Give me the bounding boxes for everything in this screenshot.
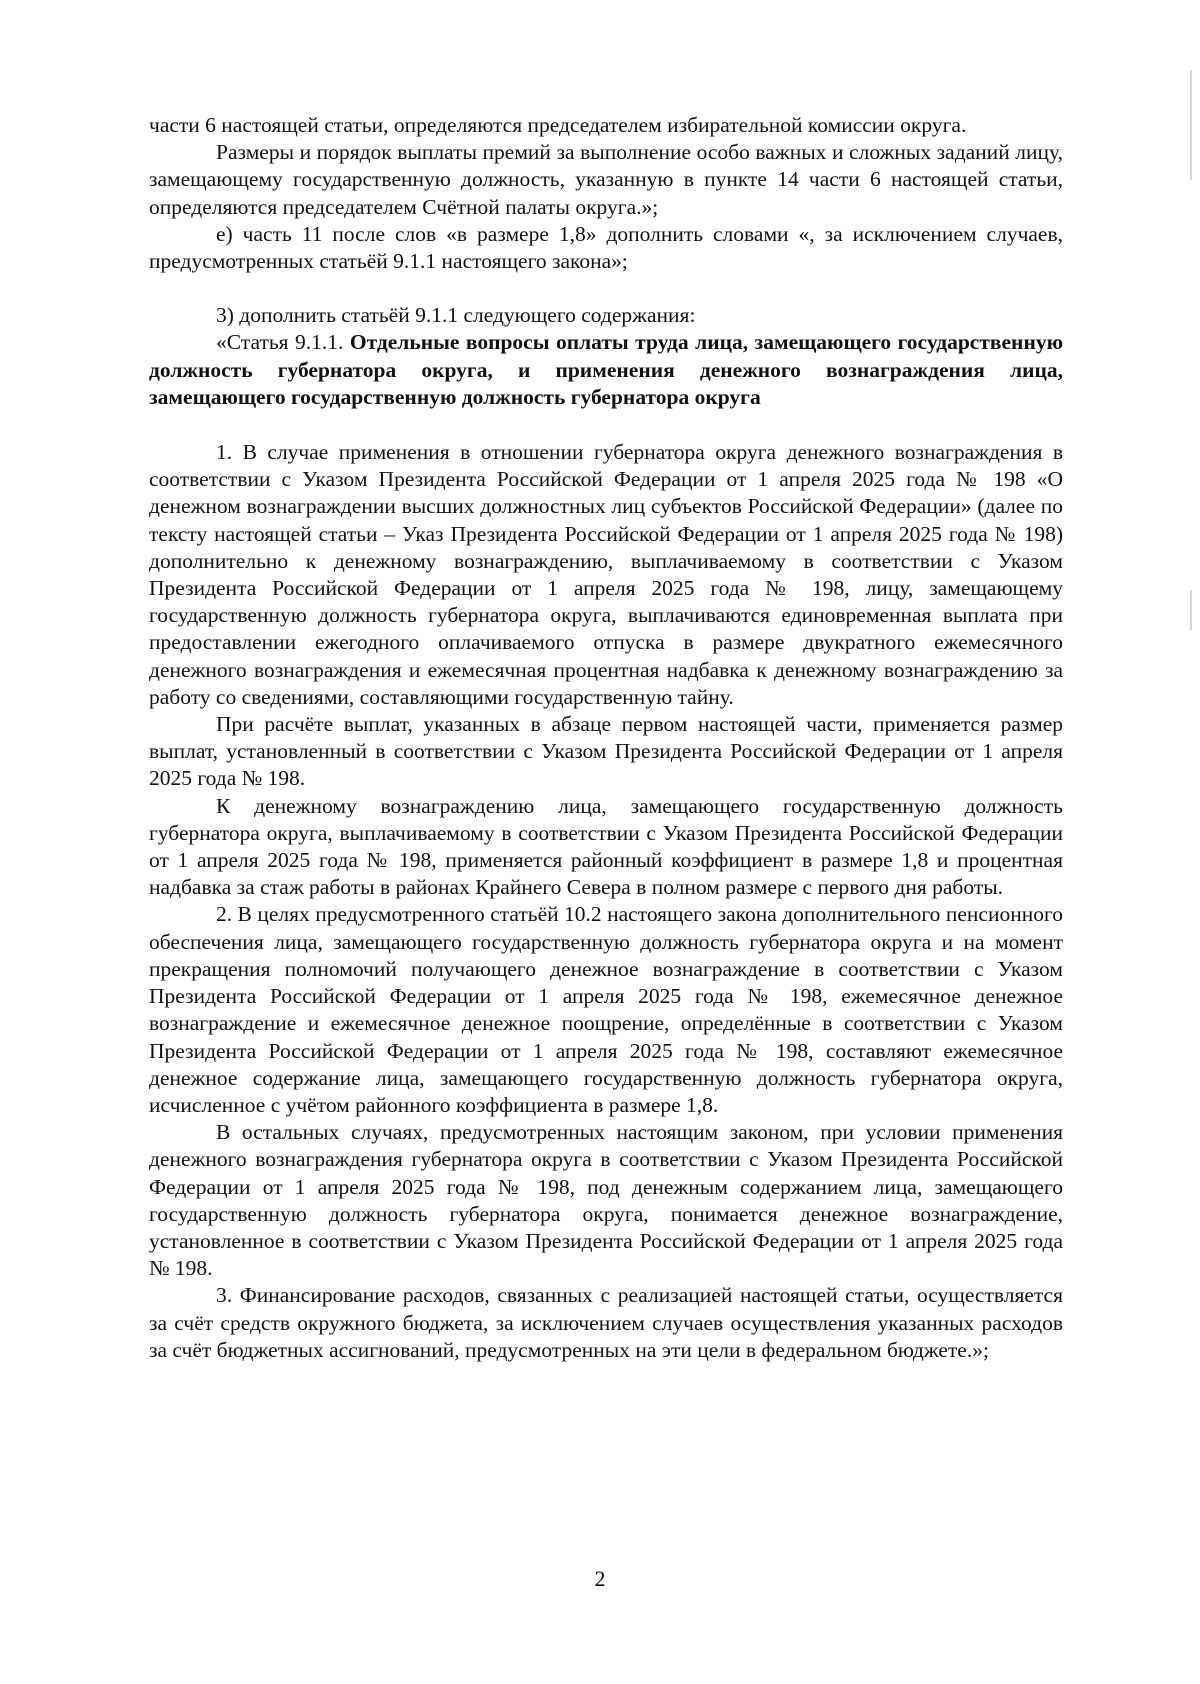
scan-artifact: [1190, 590, 1192, 630]
paragraph-item-3: 3) дополнить статьёй 9.1.1 следующего содержания:: [216, 303, 696, 328]
article-heading-title: Отдельные вопросы оплаты труда лица, замещающего государственную должность губернатора округа, и применения денежного вознаграждения лица, замещающего государственную должность губернатора округа: [149, 330, 1064, 409]
article-part-1: 1. В случае применения в отношении губернатора округа денежного вознаграждения в соответствии с Указом Президента Российской Федерации от 1 апреля 2025 года № 198 «О денежном вознаграждении высших должностных лиц субъектов Российской Федерации» (далее по тексту настоящей статьи – Указ Президента Российской Федерации от 1 апреля 2025 года № 198) дополнительно к денежному вознаграждению, выплачиваемому в соответствии с Указом Президента Российской Федерации от 1 апреля 2025 года № 198, лицу, замещающему государственную должность губернатора округа, выплачиваются единовременная выплата при предоставлении ежегодного оплачиваемого отпуска в размере двукратного ежемесячного денежного вознаграждения и ежемесячная процентная надбавка к денежному вознаграждению за работу со сведениями, составляющими государственную тайну.: [149, 440, 1063, 709]
document-body: [149, 112, 1063, 1364]
article-part-3: 3. Финансирование расходов, связанных с реализацией настоящей статьи, осуществляется за счёт средств окружного бюджета, за исключением случаев осуществления указанных расходов за счёт бюджетных ассигнований, предусмотренных на эти цели в федеральном бюджете.»;: [149, 1283, 1063, 1362]
paragraph-item-e: е) часть 11 после слов «в размере 1,8» дополнить словами «, за исключением случаев, предусмотренных статьёй 9.1.1 настоящего закона»;: [149, 221, 1063, 274]
article-part-1-para-3: К денежному вознаграждению лица, замещающего государственную должность губернатора округа, выплачиваемому в соответствии с Указом Президента Российской Федерации от 1 апреля 2025 года № 198, применяется районный коэффициент в размере 1,8 и процентная надбавка за стаж работы в районах Крайнего Севера в полном размере с первого дня работы.: [149, 793, 1063, 900]
article-part-2-para-2: В остальных случаях, предусмотренных настоящим законом, при условии применения денежного вознаграждения губернатора округа в соответствии с Указом Президента Российской Федерации от 1 апреля 2025 года № 198, под денежным содержанием лица, замещающего государственную должность губернатора округа, понимается денежное вознаграждение, установленное в соответствии с Указом Президента Российской Федерации от 1 апреля 2025 года № 198.: [149, 1120, 1063, 1281]
scan-artifact: [1190, 70, 1192, 180]
page-number: 2: [594, 1566, 606, 1591]
paragraph-premiums: Размеры и порядок выплаты премий за выполнение особо важных и сложных заданий лицу, замещающему государственную должность, указанную в пункте 14 части 6 настоящей статьи, определяются председателем Счётной палаты округа.»;: [149, 140, 1063, 219]
article-heading: [149, 329, 1063, 411]
article-heading-prefix: «Статья 9.1.1.: [216, 330, 344, 355]
article-part-1-para-2: При расчёте выплат, указанных в абзаце первом настоящей части, применяется размер выплат, установленный в соответствии с Указом Президента Российской Федерации от 1 апреля 2025 года № 198.: [149, 712, 1063, 791]
paragraph-continuation: части 6 настоящей статьи, определяются председателем избирательной комиссии округа.: [149, 113, 967, 137]
article-part-2: 2. В целях предусмотренного статьёй 10.2 настоящего закона дополнительного пенсионного обеспечения лица, замещающего государственную должность губернатора округа и на момент прекращения полномочий получающего денежное вознаграждение в соответствии с Указом Президента Российской Федерации от 1 апреля 2025 года № 198, ежемесячное денежное вознаграждение и ежемесячное денежное поощрение, определённые в соответствии с Указом Президента Российской Федерации от 1 апреля 2025 года № 198, составляют ежемесячное денежное содержание лица, замещающего государственную должность губернатора округа, исчисленное с учётом районного коэффициента в размере 1,8.: [149, 902, 1063, 1117]
